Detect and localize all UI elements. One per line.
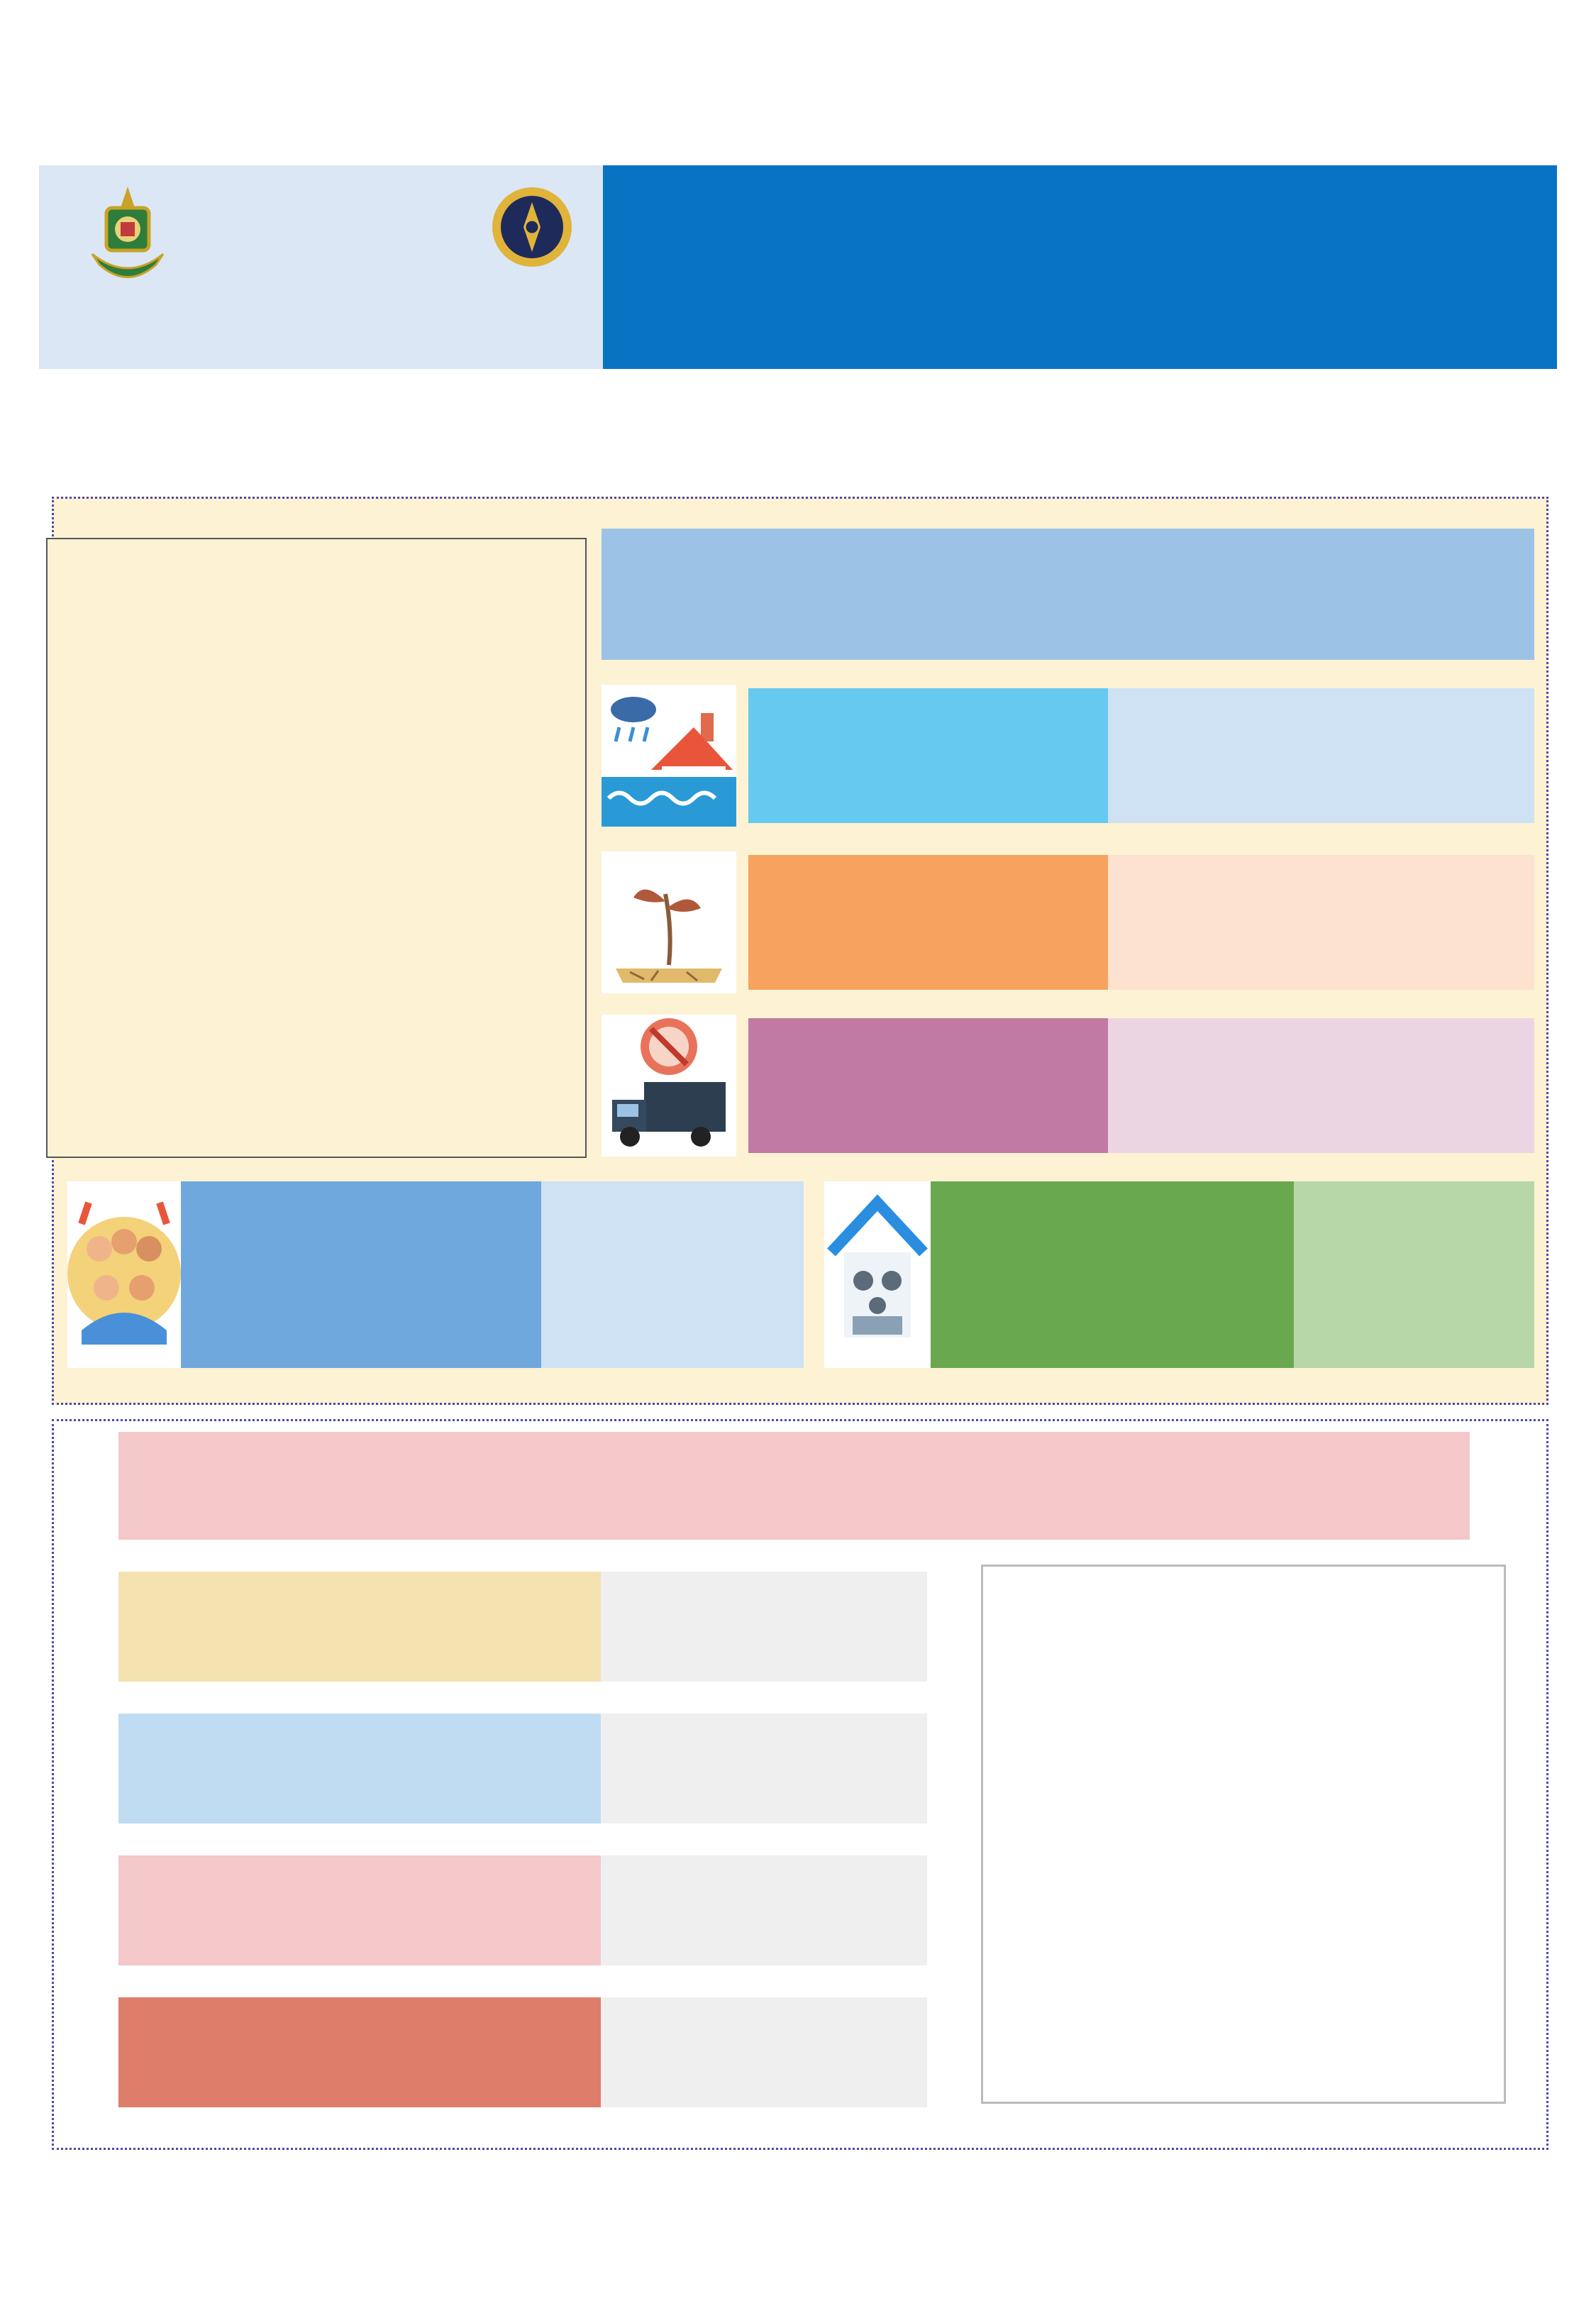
drought-plant-icon bbox=[602, 851, 736, 993]
category-drought-label bbox=[748, 855, 1108, 990]
people-crowd-icon bbox=[67, 1181, 181, 1368]
water-truck-icon bbox=[602, 1015, 736, 1157]
header-title-panel bbox=[603, 165, 1557, 369]
ministry-seal bbox=[489, 181, 575, 273]
csr-item-label bbox=[118, 1714, 601, 1824]
category-drought-value bbox=[1108, 855, 1534, 990]
csr-item-unit bbox=[802, 1572, 929, 1682]
flood-house-icon bbox=[602, 685, 736, 827]
category-pr-label bbox=[748, 1018, 1108, 1153]
report-period bbox=[0, 397, 1596, 452]
csr-item-label bbox=[118, 1855, 601, 1965]
category-flood-value bbox=[1108, 688, 1534, 823]
csr-item-label bbox=[118, 1572, 601, 1682]
csr-item-unit bbox=[802, 1997, 929, 2107]
weekly-bar-chart bbox=[50, 639, 582, 1149]
department-logo bbox=[85, 183, 170, 282]
csr-title bbox=[118, 1432, 1470, 1540]
people-beneficiary-value-box bbox=[541, 1181, 804, 1368]
category-flood-label bbox=[748, 688, 1108, 823]
household-beneficiary-label bbox=[931, 1181, 1294, 1368]
family-house-icon bbox=[824, 1181, 931, 1368]
csr-pie-chart bbox=[993, 1653, 1490, 2079]
total-water-row bbox=[602, 529, 1534, 660]
category-pr-value bbox=[1108, 1018, 1534, 1153]
csr-item-unit bbox=[802, 1855, 929, 1965]
people-beneficiary-label bbox=[181, 1181, 541, 1368]
csr-item-unit bbox=[802, 1714, 929, 1824]
household-beneficiary-value-box bbox=[1294, 1181, 1534, 1368]
csr-item-label bbox=[118, 1997, 601, 2107]
